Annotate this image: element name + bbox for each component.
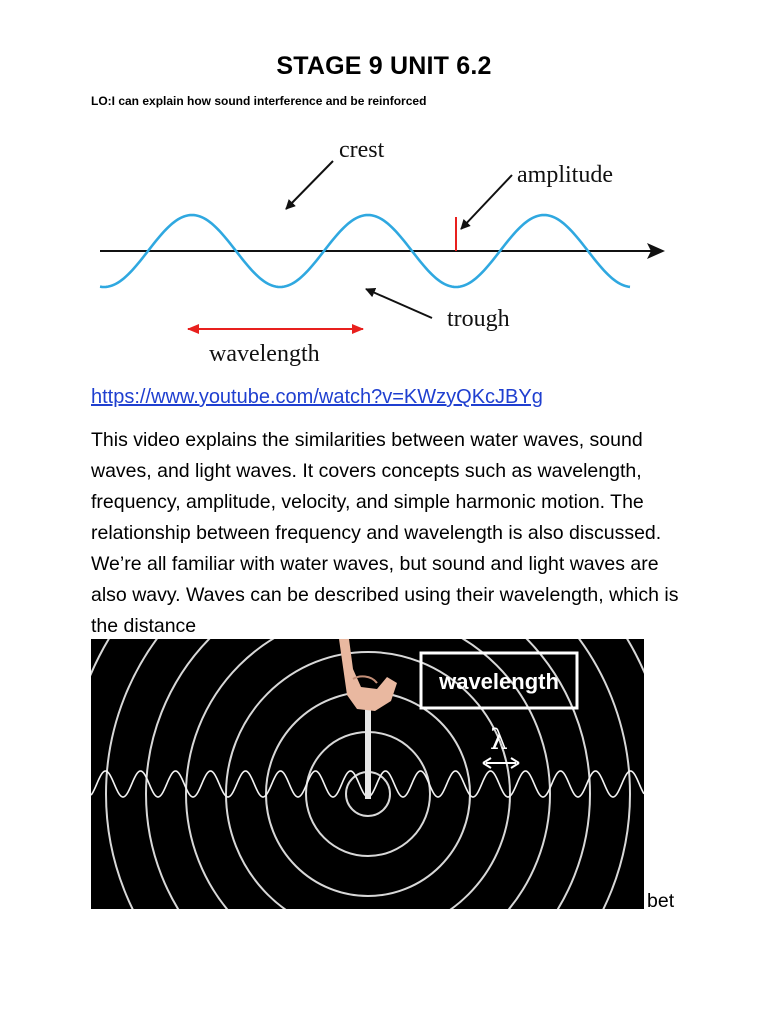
trough-label: trough — [447, 306, 510, 332]
crest-label: crest — [339, 137, 385, 163]
wavelength-label: wavelength — [209, 341, 320, 367]
amplitude-label: amplitude — [517, 162, 613, 188]
crest-pointer-arrow — [286, 161, 333, 209]
youtube-link[interactable]: https://www.youtube.com/watch?v=KWzyQKcJBYg — [91, 386, 543, 408]
photo-wavelength-label: wavelength — [439, 669, 559, 694]
learning-objective: LO:I can explain how sound interference and be reinforced — [91, 94, 427, 108]
hand-holding-rod — [339, 639, 397, 799]
trough-pointer-arrow — [366, 289, 432, 318]
body-paragraph: This video explains the similarities between water waves, sound waves, and light waves. It covers concepts such as wavelength, frequency, amplitude, velocity, and simple harmonic motion. The relationship between frequency and wavelength is also discussed. We’re all familiar with water waves, but sound and light waves are also wavy. Waves can be described using their wavelength, which is the distance — [91, 429, 679, 637]
trailing-text: bet — [647, 890, 675, 912]
wavelength-photo — [91, 639, 644, 909]
page-title: STAGE 9 UNIT 6.2 — [276, 52, 492, 80]
wave-diagram — [90, 128, 680, 373]
lambda-double-arrow — [483, 758, 519, 768]
lambda-symbol: λ — [490, 723, 508, 756]
amplitude-pointer-arrow — [461, 175, 512, 229]
